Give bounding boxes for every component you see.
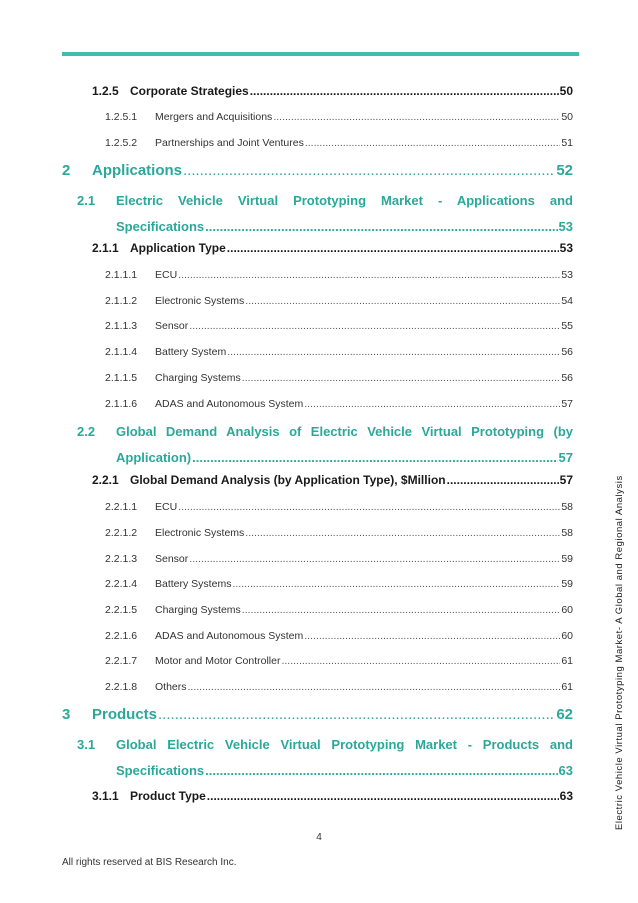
toc-entry-2-2-1-6[interactable] <box>105 630 573 642</box>
toc-leader <box>178 501 560 513</box>
toc-number: 2.1.1.4 <box>105 346 138 358</box>
toc-leader <box>158 706 555 723</box>
toc-page: 57 <box>561 398 573 410</box>
toc-leader <box>205 219 557 234</box>
toc-section-3-1[interactable] <box>77 737 573 777</box>
toc-entry-2-2-1-7[interactable] <box>105 655 573 667</box>
toc-number: 2.2.1.1 <box>105 501 138 513</box>
toc-number: 2.2.1.7 <box>105 655 138 667</box>
toc-page: 63 <box>559 789 573 803</box>
toc-leader <box>304 398 560 410</box>
toc-entry-1-2-5[interactable] <box>92 84 573 98</box>
toc-page: 58 <box>561 527 573 539</box>
toc-number: 3.1 <box>77 737 96 752</box>
toc-title: Partnerships and Joint Ventures <box>155 137 304 149</box>
toc-title: Products <box>92 706 158 723</box>
toc-page: 62 <box>556 706 573 723</box>
toc-entry-1-2-5-2[interactable] <box>105 137 573 149</box>
toc-leader <box>232 578 560 590</box>
toc-number: 2.1.1.2 <box>105 295 138 307</box>
toc-entry-1-2-5-1[interactable] <box>105 111 573 123</box>
toc-title-line1: Global Electric Vehicle Virtual Prototyping Market - Products and <box>116 737 573 752</box>
toc-leader <box>250 84 559 98</box>
toc-title: Motor and Motor Controller <box>155 655 281 667</box>
toc-page: 59 <box>561 578 573 590</box>
toc-title: Applications <box>92 162 183 179</box>
toc-title-line2: Application) <box>116 450 192 465</box>
toc-section-2-1[interactable] <box>77 193 573 233</box>
toc-title: ECU <box>155 501 178 513</box>
toc-leader <box>188 681 561 693</box>
toc-leader <box>242 372 561 384</box>
toc-page: 51 <box>561 137 573 149</box>
toc-entry-2-1-1-1[interactable] <box>105 269 573 281</box>
toc-number: 3.1.1 <box>92 789 119 803</box>
toc-title: ADAS and Autonomous System <box>155 398 304 410</box>
toc-number: 2.1.1 <box>92 241 119 255</box>
toc-title: Mergers and Acquisitions <box>155 111 273 123</box>
toc-entry-2-1-1-2[interactable] <box>105 295 573 307</box>
toc-page: 52 <box>556 162 573 179</box>
toc-title: Others <box>155 681 187 693</box>
toc-title: Sensor <box>155 320 189 332</box>
toc-title: Global Demand Analysis (by Application Type), $Million <box>130 473 446 487</box>
header-rule <box>62 52 579 56</box>
toc-leader <box>447 473 559 487</box>
toc-page: 50 <box>561 111 573 123</box>
toc-entry-2-2-1-8[interactable] <box>105 681 573 693</box>
toc-leader <box>242 604 561 616</box>
toc-leader <box>183 162 555 179</box>
toc-title-line1: Global Demand Analysis of Electric Vehicle Virtual Prototyping (by <box>116 424 573 439</box>
toc-number: 2.2.1 <box>92 473 119 487</box>
toc-page: 59 <box>561 553 573 565</box>
toc-page: 63 <box>558 763 573 778</box>
toc-entry-3-1-1[interactable] <box>92 789 573 803</box>
toc-leader <box>305 137 560 149</box>
toc-number: 2.1.1.1 <box>105 269 138 281</box>
toc-title: Product Type <box>130 789 206 803</box>
toc-page: 53 <box>558 219 573 234</box>
toc-title: Battery Systems <box>155 578 232 590</box>
toc-number: 2.1 <box>77 193 96 208</box>
toc-page: 56 <box>561 372 573 384</box>
toc-page: 56 <box>561 346 573 358</box>
toc-number: 2.2.1.2 <box>105 527 138 539</box>
toc-entry-2-2-1-4[interactable] <box>105 578 573 590</box>
toc-title: Electronic Systems <box>155 295 245 307</box>
toc-entry-2-1-1-5[interactable] <box>105 372 573 384</box>
toc-title-line2-row <box>116 219 573 234</box>
toc-chapter-3[interactable] <box>62 706 573 723</box>
toc-entry-2-2-1-5[interactable] <box>105 604 573 616</box>
toc-entry-2-1-1-3[interactable] <box>105 320 573 332</box>
toc-leader <box>189 553 560 565</box>
toc-number: 1.2.5.2 <box>105 137 138 149</box>
toc-title: Charging Systems <box>155 372 241 384</box>
toc-page: 57 <box>558 450 573 465</box>
toc-number: 2.2 <box>77 424 96 439</box>
toc-leader <box>281 655 560 667</box>
toc-leader <box>273 111 560 123</box>
toc-title-line2: Specifications <box>116 219 205 234</box>
toc-section-2-2[interactable] <box>77 424 573 464</box>
footer-copyright: All rights reserved at BIS Research Inc. <box>62 857 237 868</box>
toc-entry-2-1-1-6[interactable] <box>105 398 573 410</box>
toc-page: 55 <box>561 320 573 332</box>
toc-leader <box>304 630 560 642</box>
vertical-report-title: Electric Vehicle Virtual Prototyping Market- A Global and Regional Analysis <box>614 475 625 830</box>
toc-title: Corporate Strategies <box>130 84 249 98</box>
toc-title-line2-row <box>116 763 573 778</box>
toc-leader <box>227 346 560 358</box>
toc-leader <box>178 269 560 281</box>
toc-number: 2.1.1.3 <box>105 320 138 332</box>
toc-title-line1: Electric Vehicle Virtual Prototyping Market - Applications and <box>116 193 573 208</box>
toc-title: Battery System <box>155 346 227 358</box>
toc-title-line2: Specifications <box>116 763 205 778</box>
toc-leader <box>192 450 557 465</box>
toc-number: 1.2.5 <box>92 84 119 98</box>
toc-title: ECU <box>155 269 178 281</box>
toc-page: 53 <box>559 241 573 255</box>
toc-entry-2-1-1[interactable] <box>92 241 573 255</box>
toc-title: Sensor <box>155 553 189 565</box>
toc-number: 2.2.1.4 <box>105 578 138 590</box>
toc-title: Application Type <box>130 241 226 255</box>
toc-leader <box>245 295 560 307</box>
toc-number: 3 <box>62 706 71 723</box>
toc-leader <box>245 527 560 539</box>
toc-entry-2-2-1-2[interactable] <box>105 527 573 539</box>
toc-number: 2.2.1.8 <box>105 681 138 693</box>
toc-number: 2.2.1.3 <box>105 553 138 565</box>
toc-page: 60 <box>561 604 573 616</box>
toc-entry-2-2-1-1[interactable] <box>105 501 573 513</box>
page-number: 4 <box>316 832 322 843</box>
toc-title-line2-row <box>116 450 573 465</box>
toc-entry-2-2-1-3[interactable] <box>105 553 573 565</box>
toc-page: 60 <box>561 630 573 642</box>
toc-leader <box>227 241 559 255</box>
toc-page: 61 <box>561 655 573 667</box>
toc-page: 61 <box>561 681 573 693</box>
toc-title: ADAS and Autonomous System <box>155 630 304 642</box>
toc-chapter-2[interactable] <box>62 162 573 179</box>
toc-leader <box>205 763 557 778</box>
toc-title: Electronic Systems <box>155 527 245 539</box>
toc-page: 57 <box>559 473 573 487</box>
toc-entry-2-2-1[interactable] <box>92 473 573 487</box>
toc-number: 2.1.1.5 <box>105 372 138 384</box>
toc-leader <box>207 789 559 803</box>
toc-number: 1.2.5.1 <box>105 111 138 123</box>
toc-page: 54 <box>561 295 573 307</box>
toc-number: 2 <box>62 162 71 179</box>
toc-leader <box>189 320 560 332</box>
toc-entry-2-1-1-4[interactable] <box>105 346 573 358</box>
toc-page: 58 <box>561 501 573 513</box>
toc-number: 2.2.1.6 <box>105 630 138 642</box>
toc-number: 2.1.1.6 <box>105 398 138 410</box>
toc-page: 50 <box>559 84 573 98</box>
toc-page: 53 <box>561 269 573 281</box>
toc-title: Charging Systems <box>155 604 241 616</box>
toc-number: 2.2.1.5 <box>105 604 138 616</box>
